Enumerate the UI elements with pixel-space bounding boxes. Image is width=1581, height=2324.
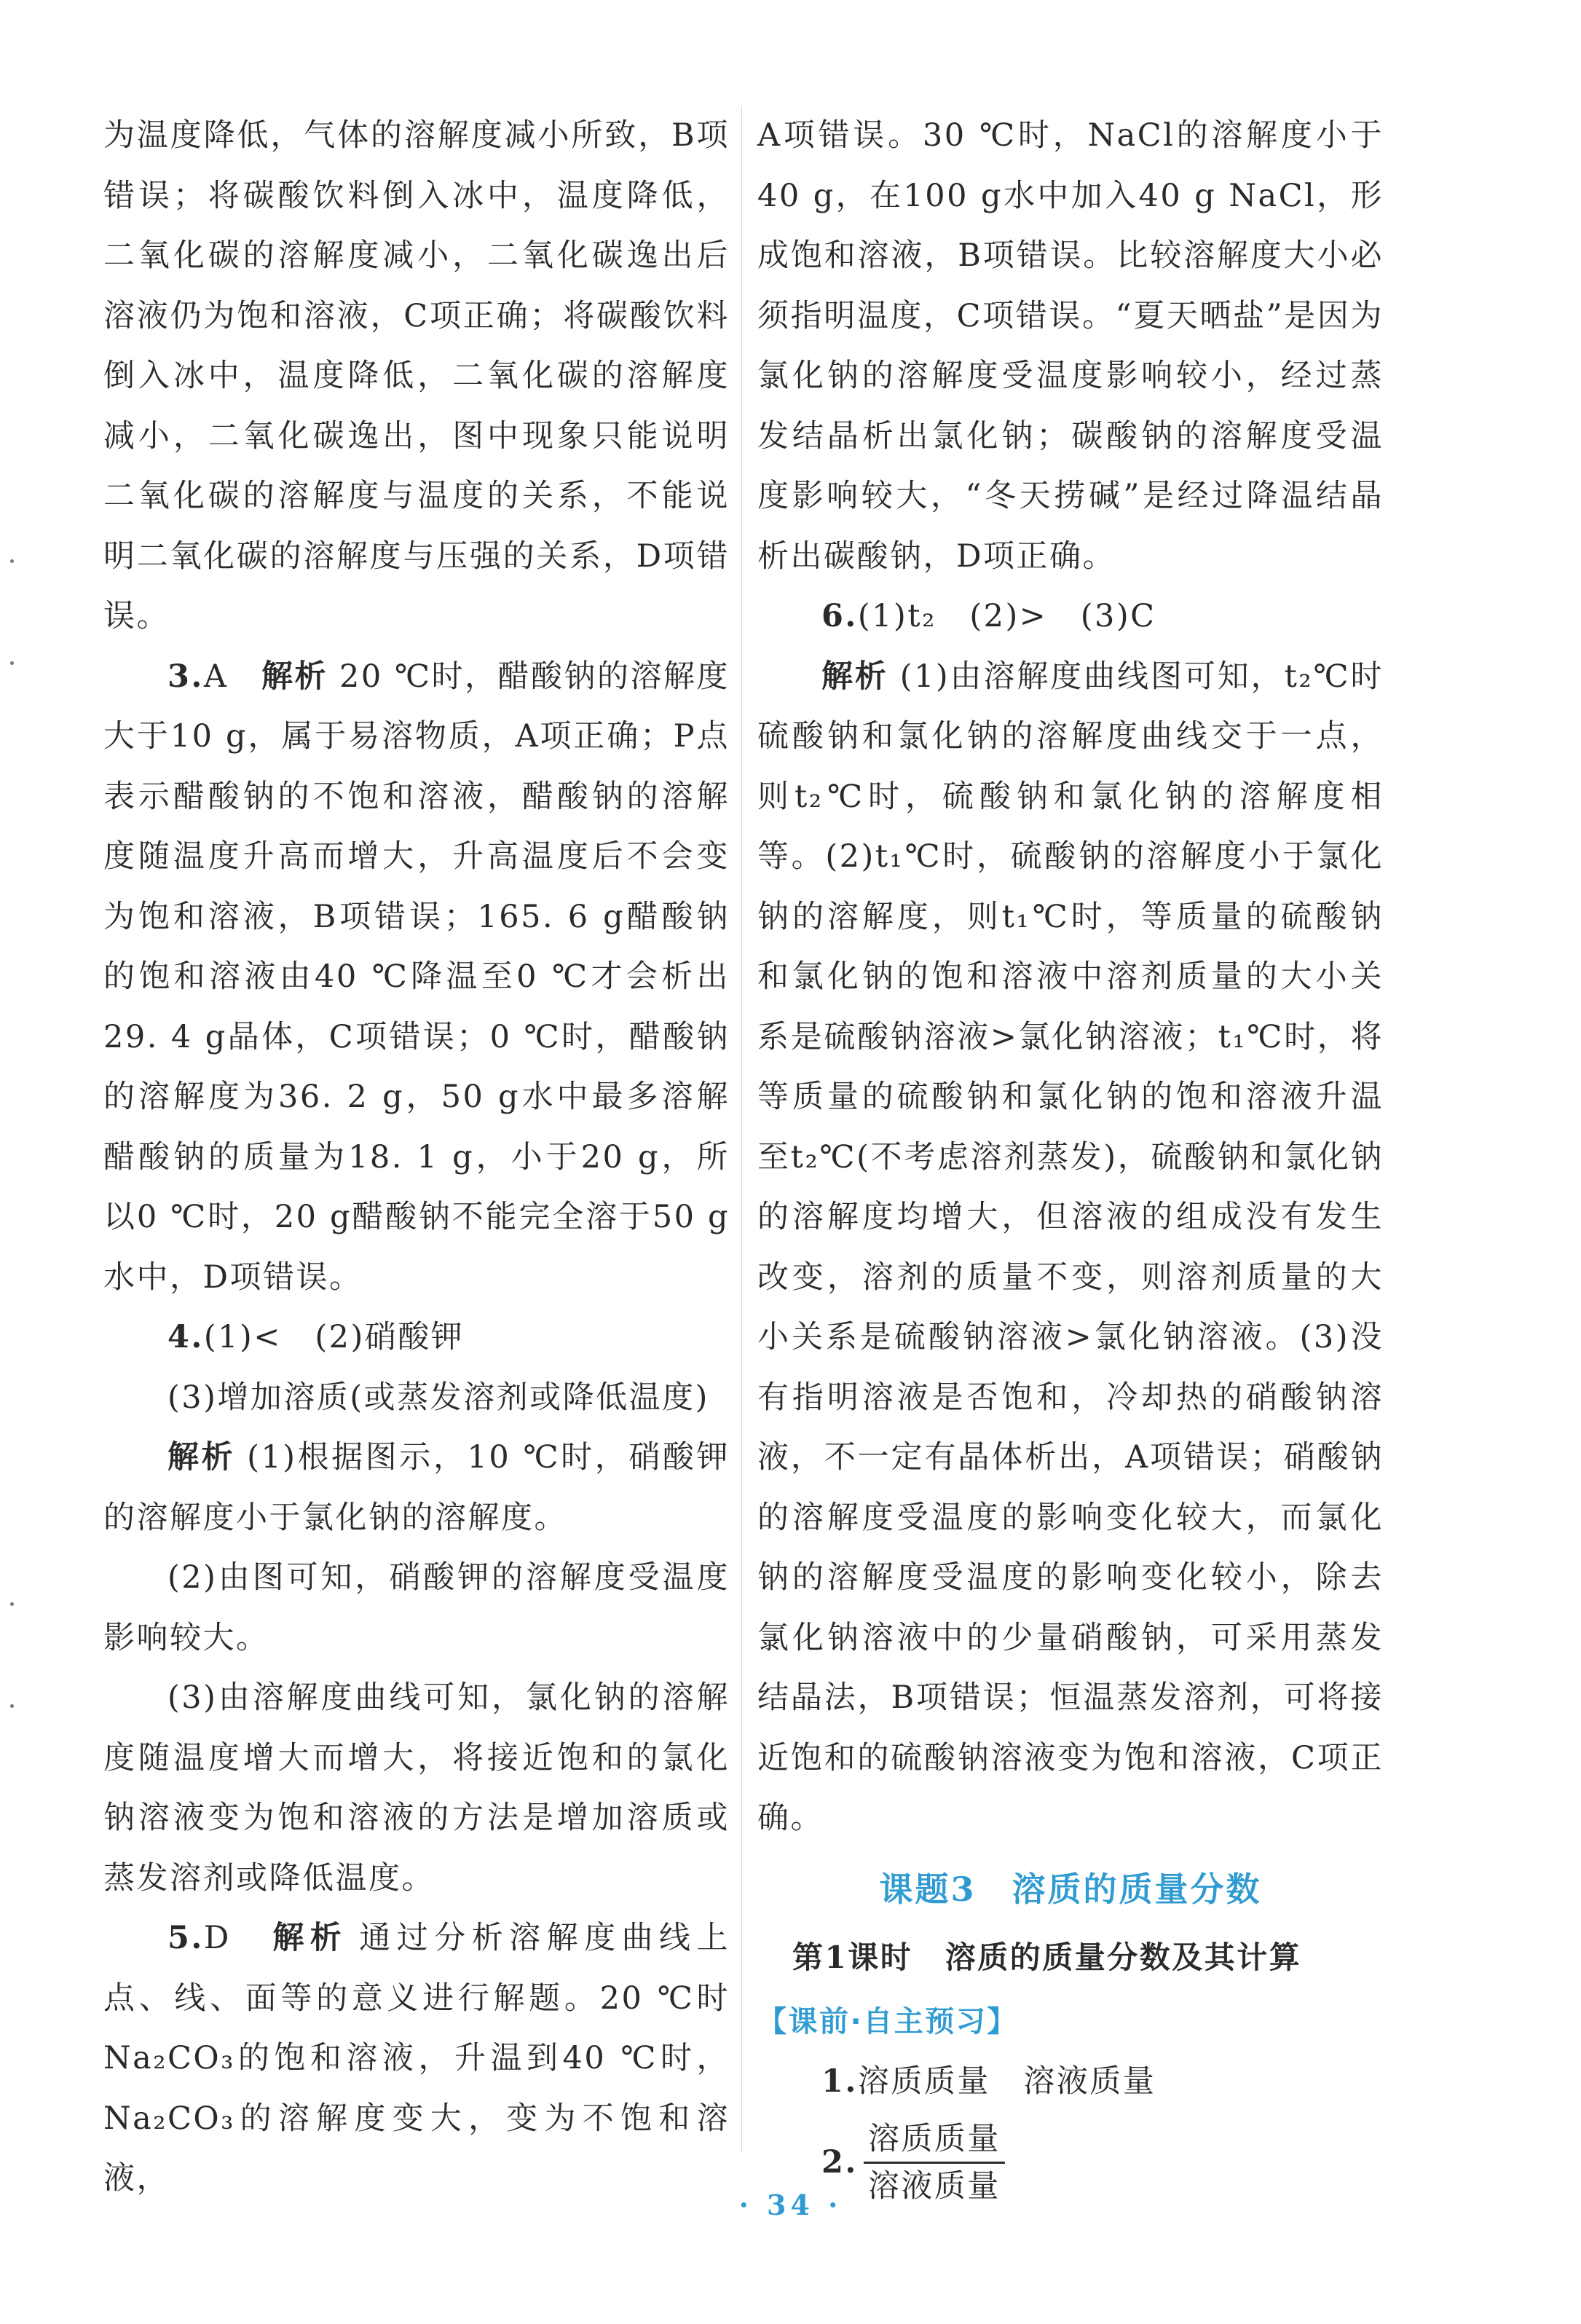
answer-choice: D xyxy=(203,1920,231,1956)
scan-speck xyxy=(10,661,14,665)
analysis-label: 解析 xyxy=(272,1920,348,1956)
question-number: 2. xyxy=(821,2143,858,2181)
analysis-text: (2)由图可知，硝酸钾的溶解度受温度影响较大。 xyxy=(103,1559,730,1656)
right-column xyxy=(757,106,1384,2209)
answer-line: (1)t₂ (2)> (3)C xyxy=(857,598,1156,634)
preview-heading xyxy=(757,1991,1384,2052)
preview-tag: 【课前·自主预习】 xyxy=(757,2004,1018,2039)
analysis-text: (1)由溶解度曲线图可知，t₂℃时硫酸钠和氯化钠的溶解度曲线交于一点，则t₂℃时，硫酸钠和氯化钠的溶解度相等。(2)t₁℃时，硫酸钠的溶解度小于氯化钠的溶解度，则t₁℃时，等质量的硫酸钠和氯化钠的饱和溶液中溶剂质量的大小关系是硫酸钠溶液>氯化钠溶液；t₁℃时，将等质量的硫酸钠和氯化钠的饱和溶液升温至t₂℃(不考虑溶剂蒸发)，硫酸钠和氯化钠的溶解度均增大，但溶液的组成没有发生改变，溶剂的质量不变，则溶剂质量的大小关系是硫酸钠溶液>氯化钠溶液。(3)没有指明溶液是否饱和，冷却热的硝酸钠溶液，不一定有晶体析出，A项错误；硝酸钠的溶解度受温度的影响变化较大，而氯化钠的溶解度受温度的影响变化较小，除去氯化钠溶液中的少量硝酸钠，可采用蒸发结晶法，B项错误；恒温蒸发溶剂，可将接近饱和的硫酸钠溶液变为饱和溶液，C项正确。 xyxy=(757,658,1384,1836)
scan-speck xyxy=(10,1704,14,1708)
analysis-text: (3)由溶解度曲线可知，氯化钠的溶解度随温度增大而增大，将接近饱和的氯化钠溶液变为饱和溶液的方法是增加溶质或蒸发溶剂或降低温度。 xyxy=(103,1679,730,1896)
analysis-label: 解析 xyxy=(261,658,328,695)
answer-4-analysis xyxy=(103,1427,730,1548)
answer-5 xyxy=(103,1908,730,2209)
answer-choice: A xyxy=(203,658,229,695)
scan-speck xyxy=(10,1602,14,1606)
analysis-label: 解析 xyxy=(821,658,888,695)
continued-paragraph: A项错误。30 ℃时，NaCl的溶解度小于40 g，在100 g水中加入40 g NaCl，形成饱和溶液，B项错误。比较溶解度大小必须指明温度，C项错误。“夏天晒盐”是因为氯化钠的溶解度受温度影响较小，经过蒸发结晶析出氯化钠；碳酸钠的溶解度受温度影响较大，“冬天捞碱”是经过降温结晶析出碳酸钠，D项正确。 xyxy=(757,117,1384,575)
section-title: 课题3 溶质的质量分数 xyxy=(879,1869,1262,1909)
answer-line: (1)< (2)硝酸钾 xyxy=(203,1319,465,1355)
left-column xyxy=(103,106,730,2209)
preview-answer-1 xyxy=(757,2052,1384,2112)
analysis-text: 通过分析溶解度曲线上点、线、面等的意义进行解题。20 ℃时Na₂CO₃的饱和溶液，升温到40 ℃时，Na₂CO₃的溶解度变大，变为不饱和溶液， xyxy=(103,1920,730,2197)
scan-speck xyxy=(10,559,14,563)
answer-4 xyxy=(103,1307,730,1368)
analysis-label: 解析 xyxy=(167,1439,236,1476)
analysis-text: (1)根据图示，10 ℃时，硝酸钾的溶解度小于氯化钠的溶解度。 xyxy=(103,1439,730,1536)
question-number: 4. xyxy=(167,1319,204,1355)
answer-3 xyxy=(103,647,730,1308)
question-number: 3. xyxy=(167,658,204,695)
answer-4-line-2: (3)增加溶质(或蒸发溶剂或降低温度) xyxy=(167,1379,709,1416)
fraction-numerator: 溶质质量 xyxy=(864,2116,1005,2164)
page-number: · 34 · xyxy=(738,2189,843,2221)
column-divider xyxy=(741,106,742,2152)
fraction-denominator: 溶液质量 xyxy=(867,2167,1001,2205)
answer-6-analysis xyxy=(757,647,1384,1848)
question-number: 1. xyxy=(821,2063,858,2100)
answer-6 xyxy=(757,586,1384,647)
continued-paragraph: 为温度降低，气体的溶解度减小所致，B项错误；将碳酸饮料倒入冰中，温度降低，二氧化碳的溶解度减小，二氧化碳逸出后溶液仍为饱和溶液，C项正确；将碳酸饮料倒入冰中，温度降低，二氧化碳的溶解度减小，二氧化碳逸出，图中现象只能说明二氧化碳的溶解度与温度的关系，不能说明二氧化碳的溶解度与压强的关系，D项错误。 xyxy=(103,117,730,634)
question-number: 6. xyxy=(821,598,858,634)
answer-line: 溶质质量 溶液质量 xyxy=(857,2063,1156,2100)
analysis-text: 20 ℃时，醋酸钠的溶解度大于10 g，属于易溶物质，A项正确；P点表示醋酸钠的不饱和溶液，醋酸钠的溶解度随温度升高而增大，升高温度后不会变为饱和溶液，B项错误；165. 6 g醋酸钠的饱和溶液由40 ℃降温至0 ℃才会析出29. 4 g晶体，C项错误；0 ℃时，醋酸钠的溶解度为36. 2 g，50 g水中最多溶解醋酸钠的质量为18. 1 g，小于20 g，所以0 ℃时，20 g醋酸钠不能完全溶于50 g水中，D项错误。 xyxy=(103,658,730,1296)
lesson-title: 第1课时 溶质的质量分数及其计算 xyxy=(792,1939,1302,1975)
question-number: 5. xyxy=(167,1920,204,1956)
